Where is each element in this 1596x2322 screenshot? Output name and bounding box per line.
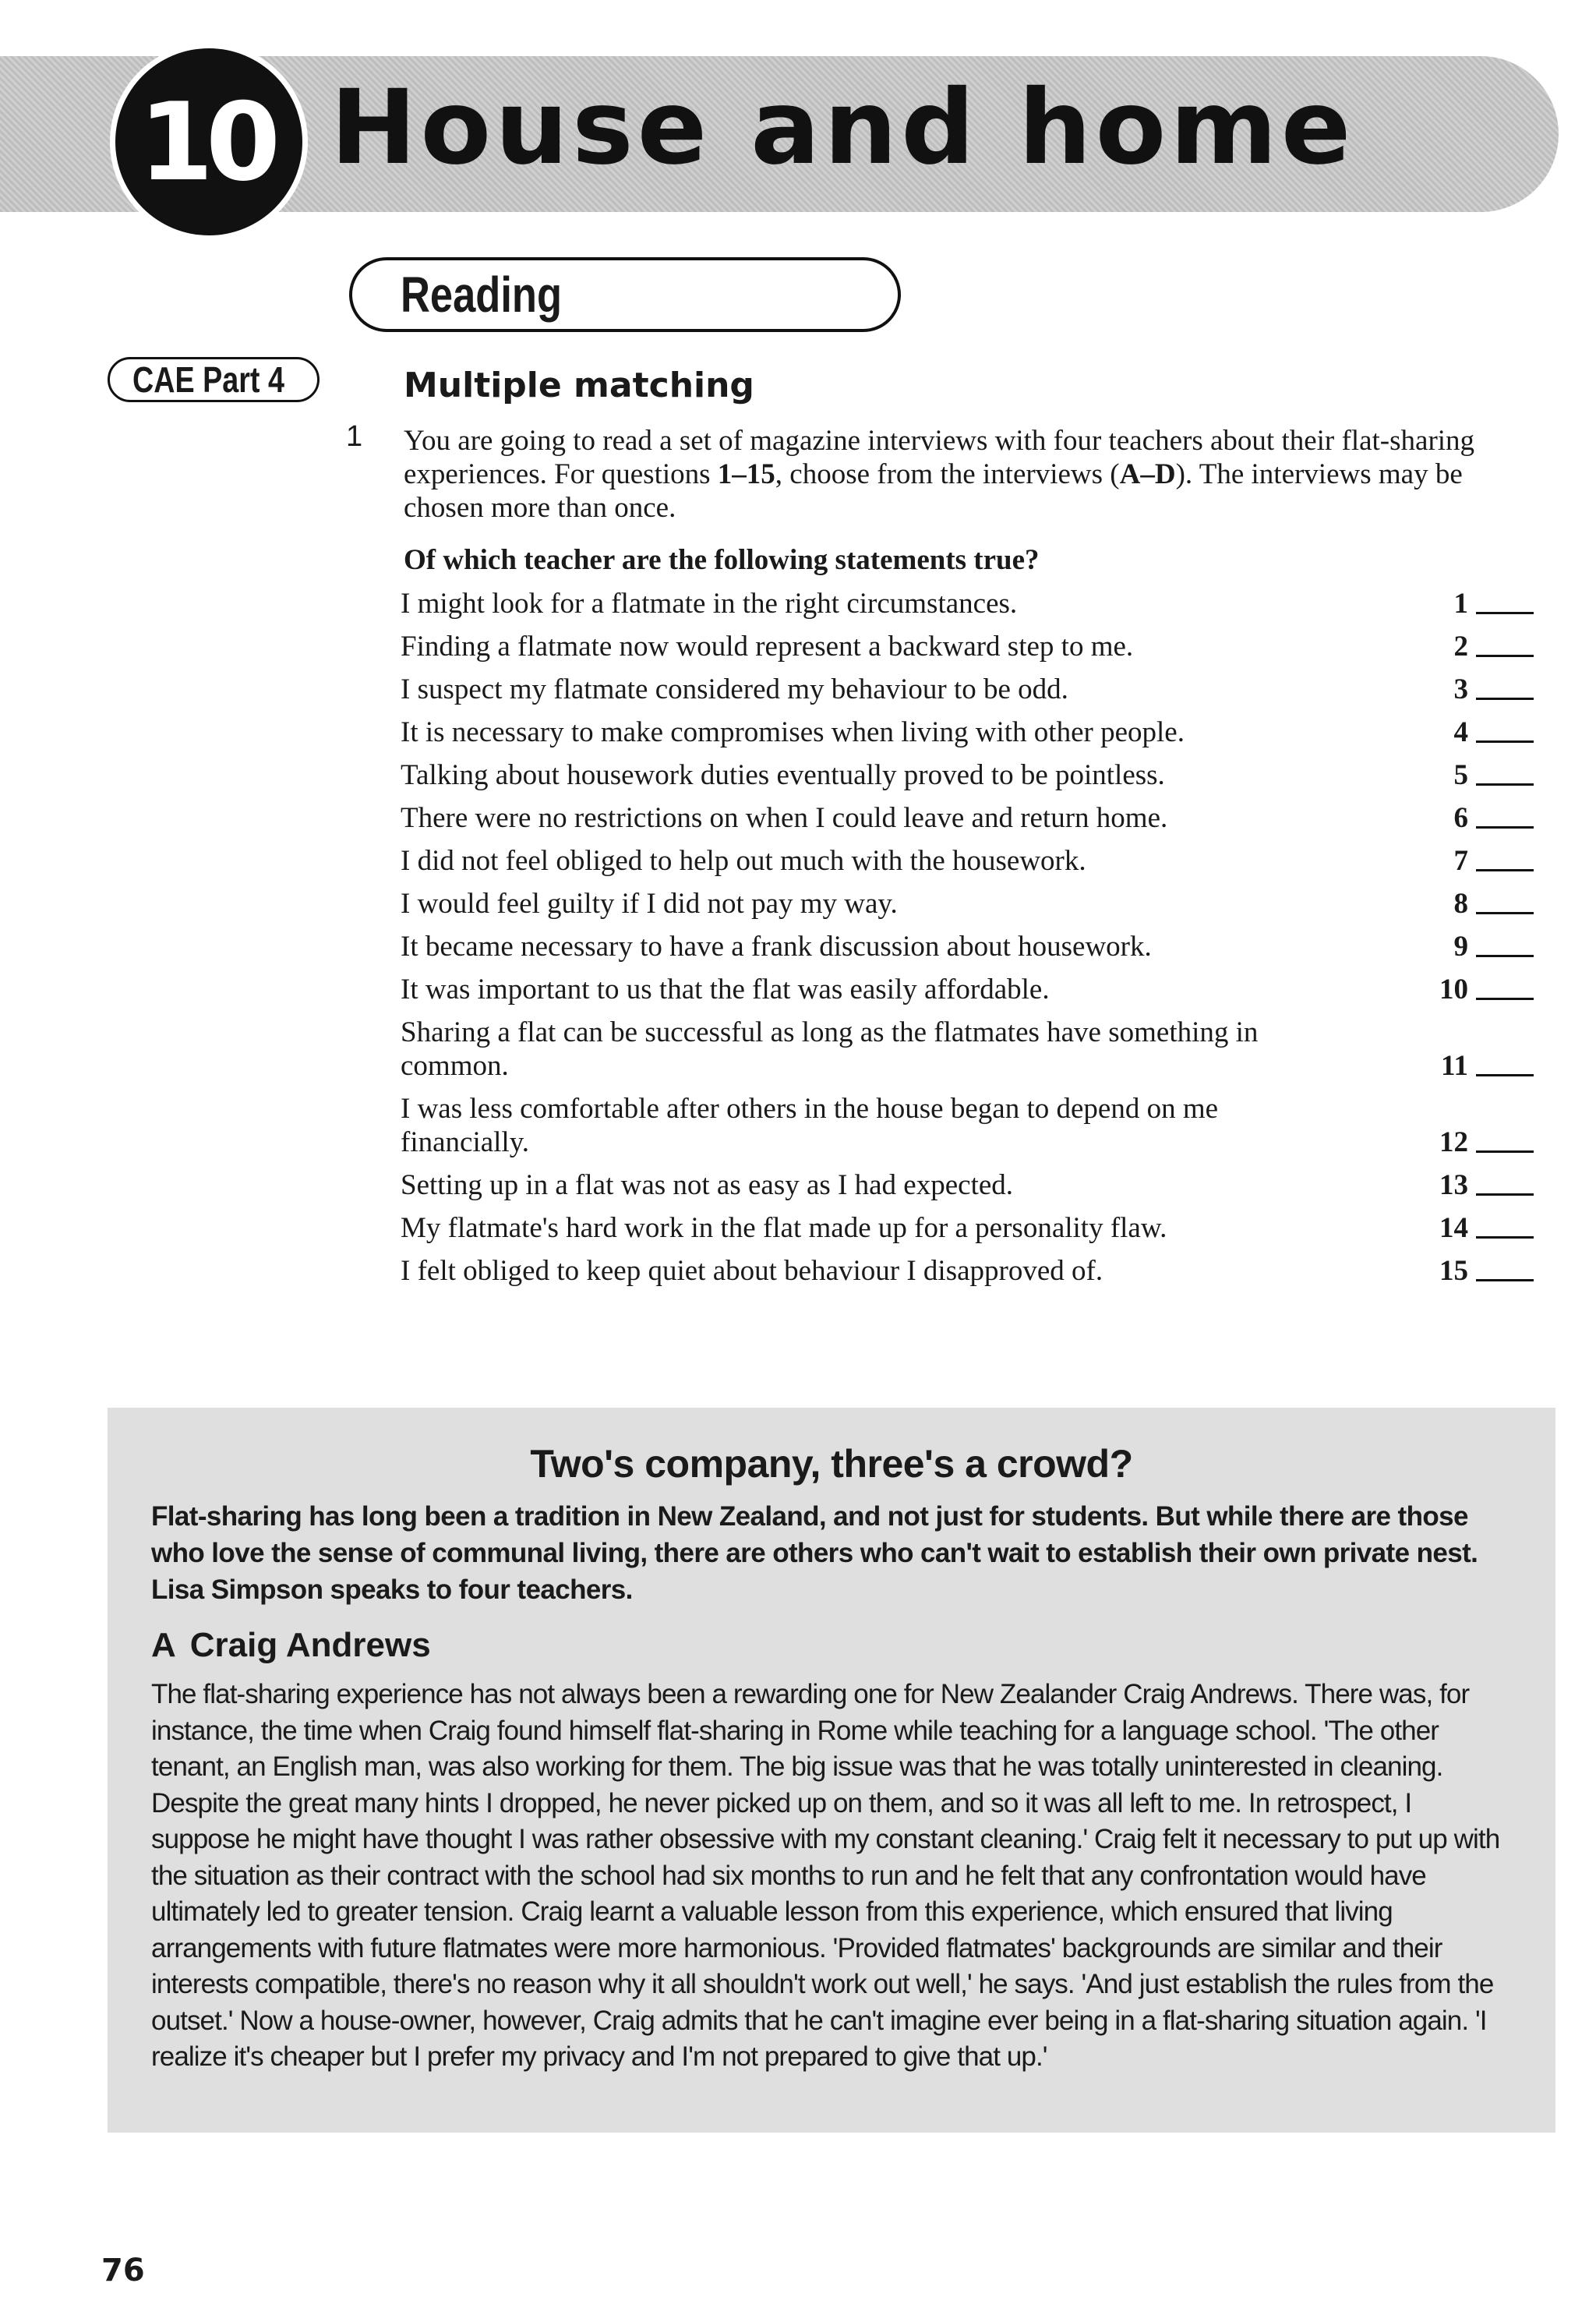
statement-text: I did not feel obliged to help out much with the housework. — [401, 845, 1086, 877]
article-intro: Flat-sharing has long been a tradition in New Zealand, and not just for students. But while there are those who love the sense of communal living, there are others who can't wait to establish their own private nest. Lisa Simpson speaks to four teachers. — [151, 1501, 1478, 1605]
interview-heading — [151, 1624, 1512, 1667]
instructions-text: You are going to read a set of magazine interviews with four teachers about their flat-sharing experiences. For questions — [404, 425, 1475, 490]
question-number: 3 — [1453, 673, 1468, 705]
question-heading: Of which teacher are the following statements true? — [404, 544, 1040, 576]
task-heading: Multiple matching — [404, 366, 754, 405]
statement-text: My flatmate's hard work in the flat made up for a personality flaw. — [401, 1212, 1167, 1244]
answer-blank[interactable] — [1476, 1066, 1534, 1076]
question-number: 5 — [1453, 759, 1468, 791]
answer-blank[interactable] — [1476, 904, 1534, 914]
question-range: 1–15 — [717, 458, 775, 490]
statement-item — [401, 1207, 1562, 1249]
section-label: Reading — [401, 267, 563, 323]
interview-letter: A — [151, 1626, 176, 1664]
answer-blank[interactable] — [1476, 861, 1534, 871]
question-number: 7 — [1453, 845, 1468, 877]
answer-blank[interactable] — [1476, 947, 1534, 957]
answer-blank[interactable] — [1476, 1143, 1534, 1153]
task-instructions — [404, 424, 1541, 525]
instructions-text: ). The interviews may be chosen more than once. — [404, 458, 1463, 524]
statement-item — [401, 754, 1562, 797]
question-number: 2 — [1453, 631, 1468, 663]
question-number: 12 — [1439, 1126, 1468, 1158]
statement-item — [401, 882, 1562, 925]
interview-options: A–D — [1119, 458, 1176, 490]
answer-blank[interactable] — [1476, 818, 1534, 829]
statement-text: I would feel guilty if I did not pay my way. — [401, 888, 898, 920]
answer-blank[interactable] — [1476, 1271, 1534, 1281]
statement-text: It is necessary to make compromises when living with other people. — [401, 716, 1185, 748]
page-number: 76 — [101, 2253, 145, 2288]
question-number: 9 — [1453, 931, 1468, 963]
statement-text: I was less comfortable after others in the house began to depend on me financially. — [401, 1093, 1219, 1158]
exercise-number: 1 — [346, 420, 363, 453]
interview-body: The flat-sharing experience has not always been a rewarding one for New Zealander Craig Andrews. There was, for instance, the time when Craig found himself flat-sharing in Rome while teaching for a language school. 'The other tenant, an English man, was also working for them. The big issue was that he was totally uninterested in cleaning. Despite the great many hints I dropped, he never picked up on them, and so it was all left to me. In retrospect, I suppose he might have thought I was rather obsessive with my constant cleaning.' Craig felt it necessary to put up with the situation as their contract with the school had six months to run and he felt that any confrontation would have ultimately led to greater tension. Craig learnt a valuable lesson from this experience, which ensured that living arrangements with future flatmates were more harmonious. 'Provided flatmates' backgrounds are similar and their interests compatible, there's no reason why it all shouldn't work out well,' he says. 'And just establish the rules from the outset.' Now a house-owner, however, Craig admits that he can't imagine ever being in a flat-sharing situation again. 'I realize it's cheaper but I prefer my privacy and I'm not prepared to give that up.' — [151, 1679, 1500, 2072]
exam-part-label: CAE Part 4 — [132, 359, 284, 400]
unit-number: 10 — [138, 79, 274, 205]
question-number: 10 — [1439, 974, 1468, 1005]
statement-item — [401, 797, 1562, 839]
statement-text: It became necessary to have a frank discussion about housework. — [401, 931, 1152, 963]
statement-text: I might look for a flatmate in the right circumstances. — [401, 588, 1018, 620]
unit-title: House and home — [330, 68, 1355, 188]
interviewee-name: Craig Andrews — [189, 1626, 431, 1664]
statement-text: Setting up in a flat was not as easy as I had expected. — [401, 1169, 1014, 1201]
statement-item — [401, 839, 1562, 882]
article-title: Two's company, three's a crowd? — [530, 1442, 1133, 1486]
statement-text: I suspect my flatmate considered my behaviour to be odd. — [401, 673, 1068, 705]
question-number: 13 — [1439, 1169, 1468, 1201]
answer-blank[interactable] — [1476, 690, 1534, 700]
statement-item — [401, 625, 1562, 668]
question-number: 8 — [1453, 888, 1468, 920]
statement-list — [401, 582, 1562, 1292]
statement-text: Finding a flatmate now would represent a backward step to me. — [401, 631, 1134, 663]
statement-text: Sharing a flat can be successful as long as the flatmates have something in common. — [401, 1016, 1259, 1082]
statement-item — [401, 1011, 1562, 1087]
answer-blank[interactable] — [1476, 1228, 1534, 1239]
question-number: 6 — [1453, 802, 1468, 834]
question-number: 15 — [1439, 1255, 1468, 1287]
instructions-text: , choose from the interviews ( — [775, 458, 1120, 490]
article-box — [108, 1408, 1555, 2133]
statement-item — [401, 668, 1562, 711]
statement-item — [401, 925, 1562, 968]
question-number: 11 — [1441, 1050, 1468, 1082]
statement-item — [401, 1164, 1562, 1207]
unit-number-badge — [115, 48, 302, 235]
statement-text: There were no restrictions on when I could leave and return home. — [401, 802, 1168, 834]
statement-text: It was important to us that the flat was easily affordable. — [401, 974, 1050, 1005]
answer-blank[interactable] — [1476, 1186, 1534, 1196]
statement-item — [401, 1249, 1562, 1292]
statement-item — [401, 711, 1562, 754]
question-number: 14 — [1439, 1212, 1468, 1244]
statement-item — [401, 1087, 1562, 1164]
statement-text: Talking about housework duties eventually proved to be pointless. — [401, 759, 1165, 791]
answer-blank[interactable] — [1476, 776, 1534, 786]
statement-item — [401, 582, 1562, 625]
answer-blank[interactable] — [1476, 647, 1534, 657]
statement-text: I felt obliged to keep quiet about behaviour I disapproved of. — [401, 1255, 1103, 1287]
answer-blank[interactable] — [1476, 604, 1534, 614]
question-number: 1 — [1453, 588, 1468, 620]
answer-blank[interactable] — [1476, 990, 1534, 1000]
answer-blank[interactable] — [1476, 733, 1534, 743]
question-number: 4 — [1453, 716, 1468, 748]
statement-item — [401, 968, 1562, 1011]
